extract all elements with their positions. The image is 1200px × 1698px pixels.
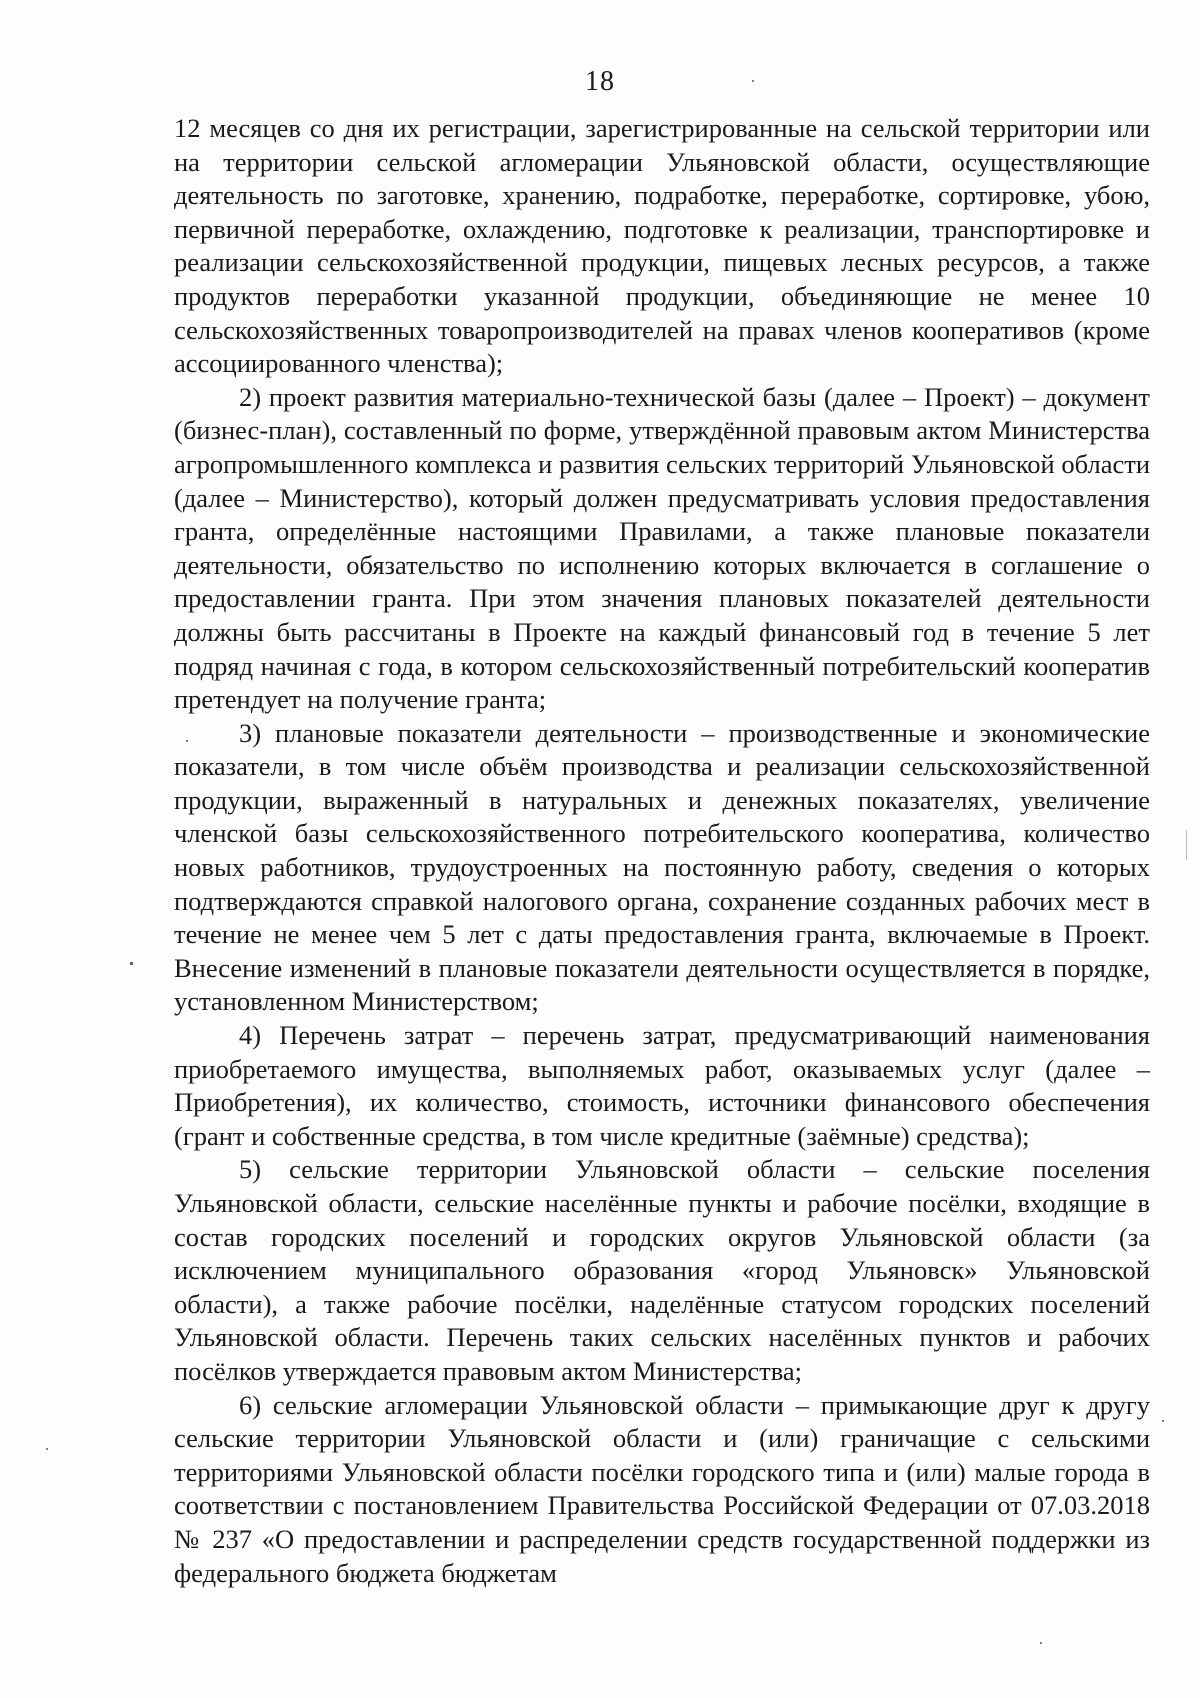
- paragraph-item-2-project: 2) проект развития материально-технической базы (далее – Проект) – документ (бизнес-план), составленный по форме, утверждённой правовым актом Министерства агропромышленного комплекса и развития сельских территорий Ульяновской области (далее – Министерство), который должен предусматривать условия предоставления гранта, определённые настоящими Правилами, а также плановые показатели деятельности, обязательство по исполнению которых включается в соглашение о предоставлении гранта. При этом значения плановых показателей деятельности должны быть рассчитаны в Проекте на каждый финансовый год в течение 5 лет подряд начиная с года, в котором сельскохозяйственный потребительский кооператив претендует на получение гранта;: [174, 381, 1150, 715]
- paragraph-continuation: 12 месяцев со дня их регистрации, зарегистрированные на сельской территории или на территории сельской агломерации Ульяновской области, осуществляющие деятельность по заготовке, хранению, подработке, переработке, сортировке, убою, первичной переработке, охлаждению, подготовке к реализации, транспортировке и реализации сельскохозяйственной продукции, пищевых лесных ресурсов, а также продуктов переработки указанной продукции, объединяющие не менее 10 сельскохозяйственных товаропроизводителей на правах членов кооперативов (кроме ассоциированного членства);: [174, 113, 1150, 379]
- scan-speck: [752, 80, 754, 82]
- scan-speck: [46, 1448, 48, 1450]
- paragraph-item-4-cost-list: 4) Перечень затрат – перечень затрат, предусматривающий наименования приобретаемого имущества, выполняемых работ, оказываемых услуг (далее – Приобретения), их количество, стоимость, источники финансового обеспечения (грант и собственные средства, в том числе кредитные (заёмные) средства);: [174, 1020, 1150, 1151]
- scan-speck: [1040, 1642, 1042, 1644]
- paragraph-item-5-rural-territories: 5) сельские территории Ульяновской области – сельские поселения Ульяновской области, сельские населённые пункты и рабочие посёлки, входящие в состав городских поселений и городских округов Ульяновской области (за исключением муниципального образования «город Ульяновск» Ульяновской области), а также рабочие посёлки, наделённые статусом городских поселений Ульяновской области. Перечень таких сельских населённых пунктов и рабочих посёлков утверждается правовым актом Министерства;: [174, 1154, 1150, 1386]
- paragraph-item-6-rural-agglomerations: 6) сельские агломерации Ульяновской области – примыкающие друг к другу сельские территории Ульяновской области и (или) граничащие с сельскими территориями Ульяновской области посёлки городского типа и (или) малые города в соответствии с постановлением Правительства Российской Федерации от 07.03.2018 № 237 «О предоставлении и распределении средств государственной поддержки из федерального бюджета бюджетам: [174, 1389, 1150, 1588]
- scan-speck: [130, 962, 133, 965]
- page-number: 18: [585, 66, 615, 97]
- document-body: [174, 112, 1150, 1590]
- scan-speck: [1162, 1420, 1164, 1422]
- paragraph-item-3-indicators: 3) плановые показатели деятельности – производственные и экономические показатели, в том числе объём производства и реализации сельскохозяйственной продукции, выраженный в натуральных и денежных показателях, увеличение членской базы сельскохозяйственного потребительского кооператива, количество новых работников, трудоустроенных на постоянную работу, сведения о которых подтверждаются справкой налогового органа, сохранение созданных рабочих мест в течение не менее чем 5 лет с даты предоставления гранта, включаемые в Проект. Внесение изменений в плановые показатели деятельности осуществляется в порядке, установленном Министерством;: [174, 717, 1150, 1017]
- scan-speck: [186, 740, 188, 742]
- scan-speck: [1186, 830, 1187, 860]
